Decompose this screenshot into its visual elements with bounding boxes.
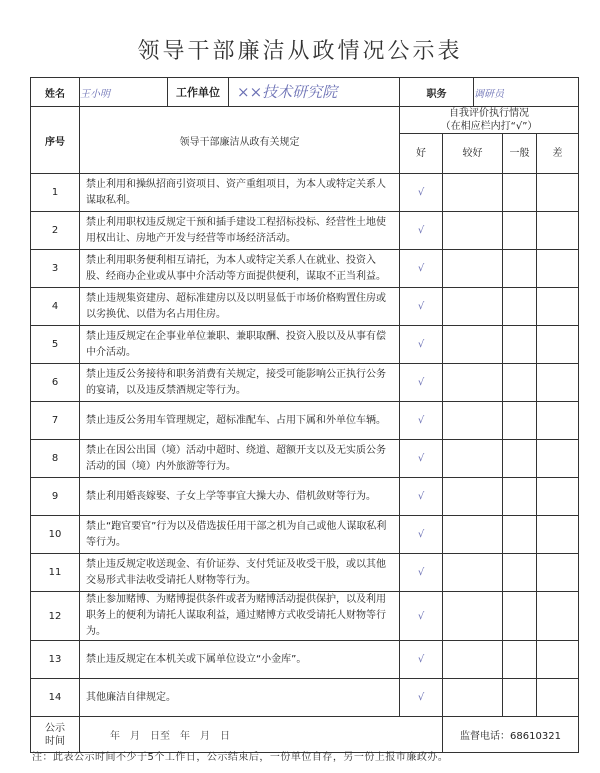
rules-header: 领导干部廉洁从政有关规定	[80, 107, 400, 174]
grade-good-checkbox[interactable]: √	[400, 212, 443, 250]
grade-fairly-good-checkbox[interactable]	[443, 250, 503, 288]
position-label: 职务	[400, 78, 474, 107]
work-unit-label: 工作单位	[176, 86, 220, 99]
grade-poor: 差	[537, 134, 579, 174]
grade-poor-checkbox[interactable]	[537, 364, 579, 402]
grade-fairly-good-checkbox[interactable]	[443, 288, 503, 326]
row-number: 8	[31, 440, 80, 478]
table-row	[31, 174, 579, 212]
table-row	[31, 554, 579, 592]
table-row	[31, 592, 579, 641]
name-value[interactable]: 王小明	[80, 78, 168, 107]
self-eval-title: 自我评价执行情况	[449, 108, 529, 119]
grade-fairly-good: 较好	[443, 134, 503, 174]
grade-poor-checkbox[interactable]	[537, 440, 579, 478]
grade-average-checkbox[interactable]	[503, 592, 537, 641]
grade-average-checkbox[interactable]	[503, 641, 537, 679]
rule-text: 禁止违反规定在本机关或下属单位设立“小金库”。	[80, 641, 400, 679]
grade-fairly-good-checkbox[interactable]	[443, 402, 503, 440]
row-number: 10	[31, 516, 80, 554]
table-row	[31, 641, 579, 679]
table-row	[31, 478, 579, 516]
grade-good-checkbox[interactable]: √	[400, 679, 443, 717]
table-row	[31, 326, 579, 364]
rule-text: 禁止利用和操纵招商引资项目、资产重组项目，为本人或特定关系人谋取私利。	[80, 174, 400, 212]
table-row	[31, 440, 579, 478]
rule-text: 禁止违反公务接待和职务消费有关规定，接受可能影响公正执行公务的宴请，以及违反禁酒规定等行为。	[80, 364, 400, 402]
grade-poor-checkbox[interactable]	[537, 516, 579, 554]
grade-poor-checkbox[interactable]	[537, 402, 579, 440]
rule-text: 禁止参加赌博、为赌博提供条件或者为赌博活动提供保护，以及利用职务上的便利为请托人谋取利益，通过赌博方式收受请托人财物等行为。	[80, 592, 400, 641]
self-eval-instruction: （在相应栏内打“√”）	[440, 121, 538, 132]
rule-text: 禁止利用职权违反规定干预和插手建设工程招标投标、经营性土地使用权出让、房地产开发与经营等市场经济活动。	[80, 212, 400, 250]
row-number: 4	[31, 288, 80, 326]
row-number: 7	[31, 402, 80, 440]
row-number: 2	[31, 212, 80, 250]
publication-time-label: 公示 时间	[31, 717, 80, 753]
grade-good-checkbox[interactable]: √	[400, 641, 443, 679]
table-row	[31, 364, 579, 402]
grade-poor-checkbox[interactable]	[537, 288, 579, 326]
grade-fairly-good-checkbox[interactable]	[443, 641, 503, 679]
grade-good-checkbox[interactable]: √	[400, 554, 443, 592]
row-number: 13	[31, 641, 80, 679]
rule-text: 禁止违反规定收送现金、有价证券、支付凭证及收受干股，或以其他交易形式非法收受请托人财物等行为。	[80, 554, 400, 592]
grade-average-checkbox[interactable]	[503, 174, 537, 212]
rule-text: 禁止在因公出国（境）活动中超时、绕道、超额开支以及无实质公务活动的国（境）内外旅游等行为。	[80, 440, 400, 478]
table-row	[31, 212, 579, 250]
grade-average-checkbox[interactable]	[503, 212, 537, 250]
grade-poor-checkbox[interactable]	[537, 174, 579, 212]
grade-fairly-good-checkbox[interactable]	[443, 212, 503, 250]
grade-fairly-good-checkbox[interactable]	[443, 326, 503, 364]
form-title: 领导干部廉洁从政情况公示表	[137, 39, 463, 64]
work-unit-cell	[168, 78, 400, 107]
rule-text: 禁止利用职务便利相互请托，为本人或特定关系人在就业、投资入股、经商办企业或从事中介活动等方面提供便利，谋取不正当利益。	[80, 250, 400, 288]
grade-fairly-good-checkbox[interactable]	[443, 516, 503, 554]
grade-good-checkbox[interactable]: √	[400, 478, 443, 516]
grade-poor-checkbox[interactable]	[537, 679, 579, 717]
grade-average-checkbox[interactable]	[503, 516, 537, 554]
seq-header: 序号	[31, 107, 80, 174]
grade-average-checkbox[interactable]	[503, 554, 537, 592]
grade-fairly-good-checkbox[interactable]	[443, 592, 503, 641]
grade-fairly-good-checkbox[interactable]	[443, 679, 503, 717]
grade-average-checkbox[interactable]	[503, 440, 537, 478]
grade-average-checkbox[interactable]	[503, 679, 537, 717]
self-eval-header	[400, 107, 579, 134]
rule-text: 禁止利用婚丧嫁娶、子女上学等事宜大操大办、借机敛财等行为。	[80, 478, 400, 516]
table-row	[31, 288, 579, 326]
grade-good-checkbox[interactable]: √	[400, 364, 443, 402]
rule-text: 其他廉洁自律规定。	[80, 679, 400, 717]
grade-fairly-good-checkbox[interactable]	[443, 554, 503, 592]
work-unit-value[interactable]: ××技术研究院	[228, 78, 399, 106]
table-row	[31, 516, 579, 554]
rule-text: 禁止违反公务用车管理规定，超标准配车、占用下属和外单位车辆。	[80, 402, 400, 440]
grade-good-checkbox[interactable]: √	[400, 440, 443, 478]
column-header-row-1	[31, 107, 579, 134]
grade-average-checkbox[interactable]	[503, 364, 537, 402]
grade-poor-checkbox[interactable]	[537, 326, 579, 364]
supervision-hotline	[443, 717, 579, 753]
grade-good-checkbox[interactable]: √	[400, 516, 443, 554]
row-number: 5	[31, 326, 80, 364]
grade-poor-checkbox[interactable]	[537, 592, 579, 641]
grade-good-checkbox[interactable]: √	[400, 174, 443, 212]
grade-good-checkbox[interactable]: √	[400, 250, 443, 288]
grade-average-checkbox[interactable]	[503, 288, 537, 326]
identity-row	[31, 78, 579, 107]
grade-fairly-good-checkbox[interactable]	[443, 478, 503, 516]
table-row	[31, 402, 579, 440]
name-label: 姓名	[31, 78, 80, 107]
rule-text: 禁止违反规定在企事业单位兼职、兼职取酬、投资入股以及从事有偿中介活动。	[80, 326, 400, 364]
table-row	[31, 679, 579, 717]
publication-date-range[interactable]: 年 月 日至 年 月 日	[80, 717, 443, 753]
grade-poor-checkbox[interactable]	[537, 641, 579, 679]
row-number: 11	[31, 554, 80, 592]
row-number: 6	[31, 364, 80, 402]
grade-poor-checkbox[interactable]	[537, 478, 579, 516]
hotline-number: 68610321	[510, 731, 561, 742]
position-value[interactable]: 调研员	[474, 78, 579, 107]
row-number: 3	[31, 250, 80, 288]
grade-average: 一般	[503, 134, 537, 174]
rule-text: 禁止“跑官要官”行为以及借选拔任用干部之机为自己或他人谋取私利等行为。	[80, 516, 400, 554]
table-row	[31, 250, 579, 288]
grade-fairly-good-checkbox[interactable]	[443, 174, 503, 212]
grade-good-checkbox[interactable]: √	[400, 592, 443, 641]
row-number: 9	[31, 478, 80, 516]
grade-good-checkbox[interactable]: √	[400, 402, 443, 440]
row-number: 14	[31, 679, 80, 717]
grade-poor-checkbox[interactable]	[537, 554, 579, 592]
grade-average-checkbox[interactable]	[503, 250, 537, 288]
grade-poor-checkbox[interactable]	[537, 250, 579, 288]
hotline-label: 监督电话：	[460, 731, 511, 742]
grade-average-checkbox[interactable]	[503, 402, 537, 440]
rule-text: 禁止违规集资建房、超标准建房以及以明显低于市场价格购置住房或以劣换优、以借为名占用住房。	[80, 288, 400, 326]
disclosure-table	[30, 77, 579, 753]
grade-fairly-good-checkbox[interactable]	[443, 440, 503, 478]
grade-average-checkbox[interactable]	[503, 326, 537, 364]
row-number: 12	[31, 592, 80, 641]
footnote: 注：此表公示时间不少于5个工作日，公示结束后，一份单位自存，另一份上报市廉政办。	[32, 752, 449, 763]
grade-good-checkbox[interactable]: √	[400, 326, 443, 364]
grade-fairly-good-checkbox[interactable]	[443, 364, 503, 402]
grade-good: 好	[400, 134, 443, 174]
row-number: 1	[31, 174, 80, 212]
grade-average-checkbox[interactable]	[503, 478, 537, 516]
grade-good-checkbox[interactable]: √	[400, 288, 443, 326]
grade-poor-checkbox[interactable]	[537, 212, 579, 250]
